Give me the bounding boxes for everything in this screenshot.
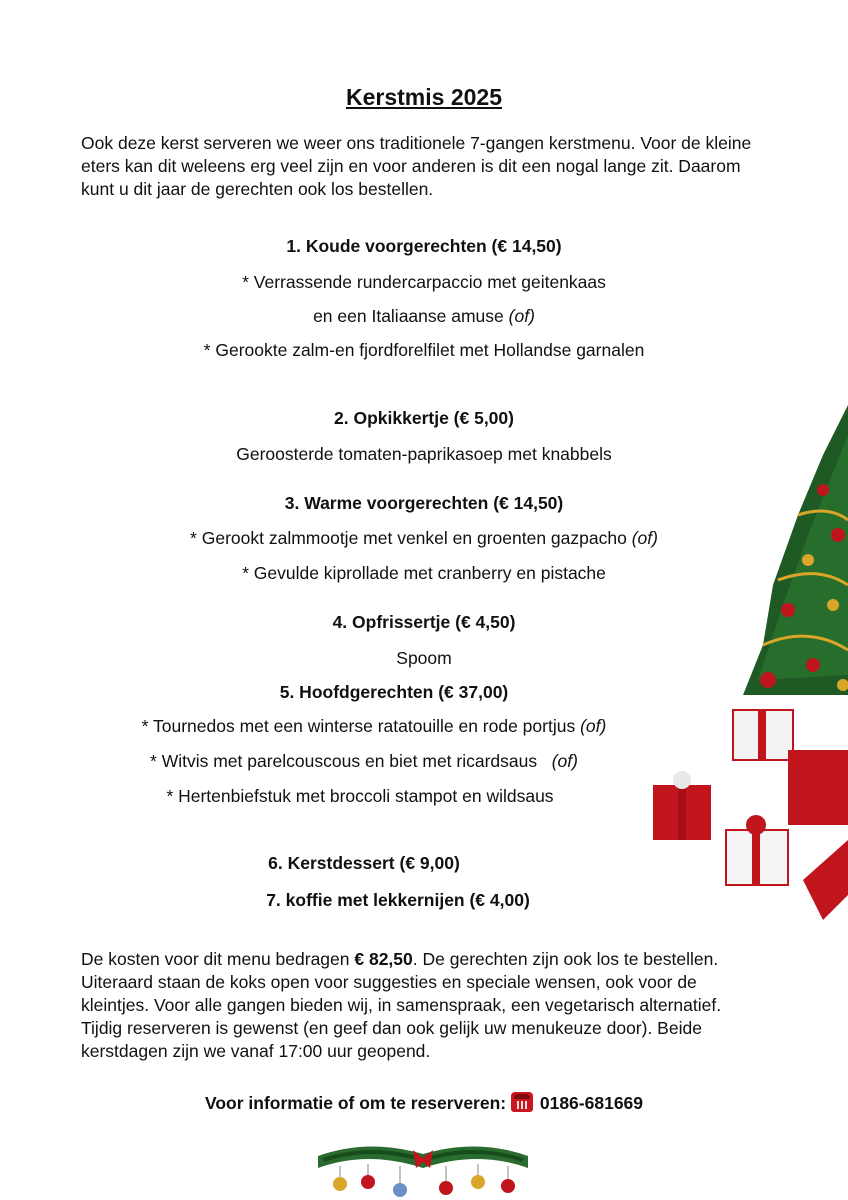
garland-branch — [318, 1146, 528, 1168]
course-4-line-1: Spoom — [396, 648, 452, 668]
course-1-line-3: * Gerookte zalm-en fjordforelfilet met Hollandse garnalen — [203, 340, 645, 360]
course-5-line-2: * Witvis met parelcouscous en biet met ricardsaus (of) — [150, 751, 578, 771]
phone-number[interactable]: 0186-681669 — [539, 1093, 644, 1113]
course-2-line-1: Geroosterde tomaten-paprikasoep met knabbels — [236, 444, 612, 464]
course-5-line-3: * Hertenbiefstuk met broccoli stampot en wildsaus — [166, 786, 554, 806]
course-1-heading: 1. Koude voorgerechten (€ 14,50) — [286, 236, 562, 256]
contact-line: Voor informatie of om te reserveren: 0186-681669 — [204, 1093, 644, 1113]
or-marker: (of) — [551, 751, 578, 771]
course-3-line-2: * Gevulde kiprollade met cranberry en pistache — [242, 563, 606, 583]
or-marker: (of) — [508, 306, 535, 326]
christmas-tree-illustration — [648, 395, 848, 925]
course-5-line-1: * Tournedos met een winterse ratatouille en rode portjus (of) — [141, 716, 607, 736]
intro-paragraph: Ook deze kerst serveren we weer ons traditionele 7-gangen kerstmenu. Voor de kleine eters kan dit weleens erg veel zijn en voor anderen is dit een nogal lange zit. Daarom kunt u dit jaar de gerechten ook los bestellen. — [81, 133, 752, 199]
closing-paragraph: De kosten voor dit menu bedragen € 82,50. De gerechten zijn ook los te bestellen. Uiteraard staan de koks open voor suggesties en speciale wensen, ook voor de kleintjes. Voor alle gangen bieden wij, in samenspraak, een vegetarisch alternatief. Tijdig reserveren is gewenst (en geef dan ook gelijk uw menukeuze door). Beide kerstdagen zijn we vanaf 17:00 uur geopend. — [81, 949, 722, 1061]
course-5-heading: 5. Hoofdgerechten (€ 37,00) — [279, 682, 509, 702]
menu-price: € 82,50 — [354, 949, 413, 969]
or-marker: (of) — [631, 528, 658, 548]
course-4-heading: 4. Opfrissertje (€ 4,50) — [332, 612, 516, 632]
course-3-heading: 3. Warme voorgerechten (€ 14,50) — [284, 493, 564, 513]
christmas-garland-illustration — [318, 1128, 528, 1200]
telephone-icon — [511, 1092, 533, 1112]
course-7-heading: 7. koffie met lekkernijen (€ 4,00) — [266, 890, 530, 910]
course-6-heading: 6. Kerstdessert (€ 9,00) — [268, 853, 460, 873]
course-1-line-2: en een Italiaanse amuse (of) — [313, 306, 535, 326]
or-marker: (of) — [580, 716, 607, 736]
page-title: Kerstmis 2025 — [346, 84, 502, 110]
course-2-heading: 2. Opkikkertje (€ 5,00) — [334, 408, 514, 428]
course-3-line-1: * Gerookt zalmmootje met venkel en groenten gazpacho (of) — [190, 528, 658, 548]
course-1-line-1: * Verrassende rundercarpaccio met geitenkaas — [242, 272, 606, 292]
